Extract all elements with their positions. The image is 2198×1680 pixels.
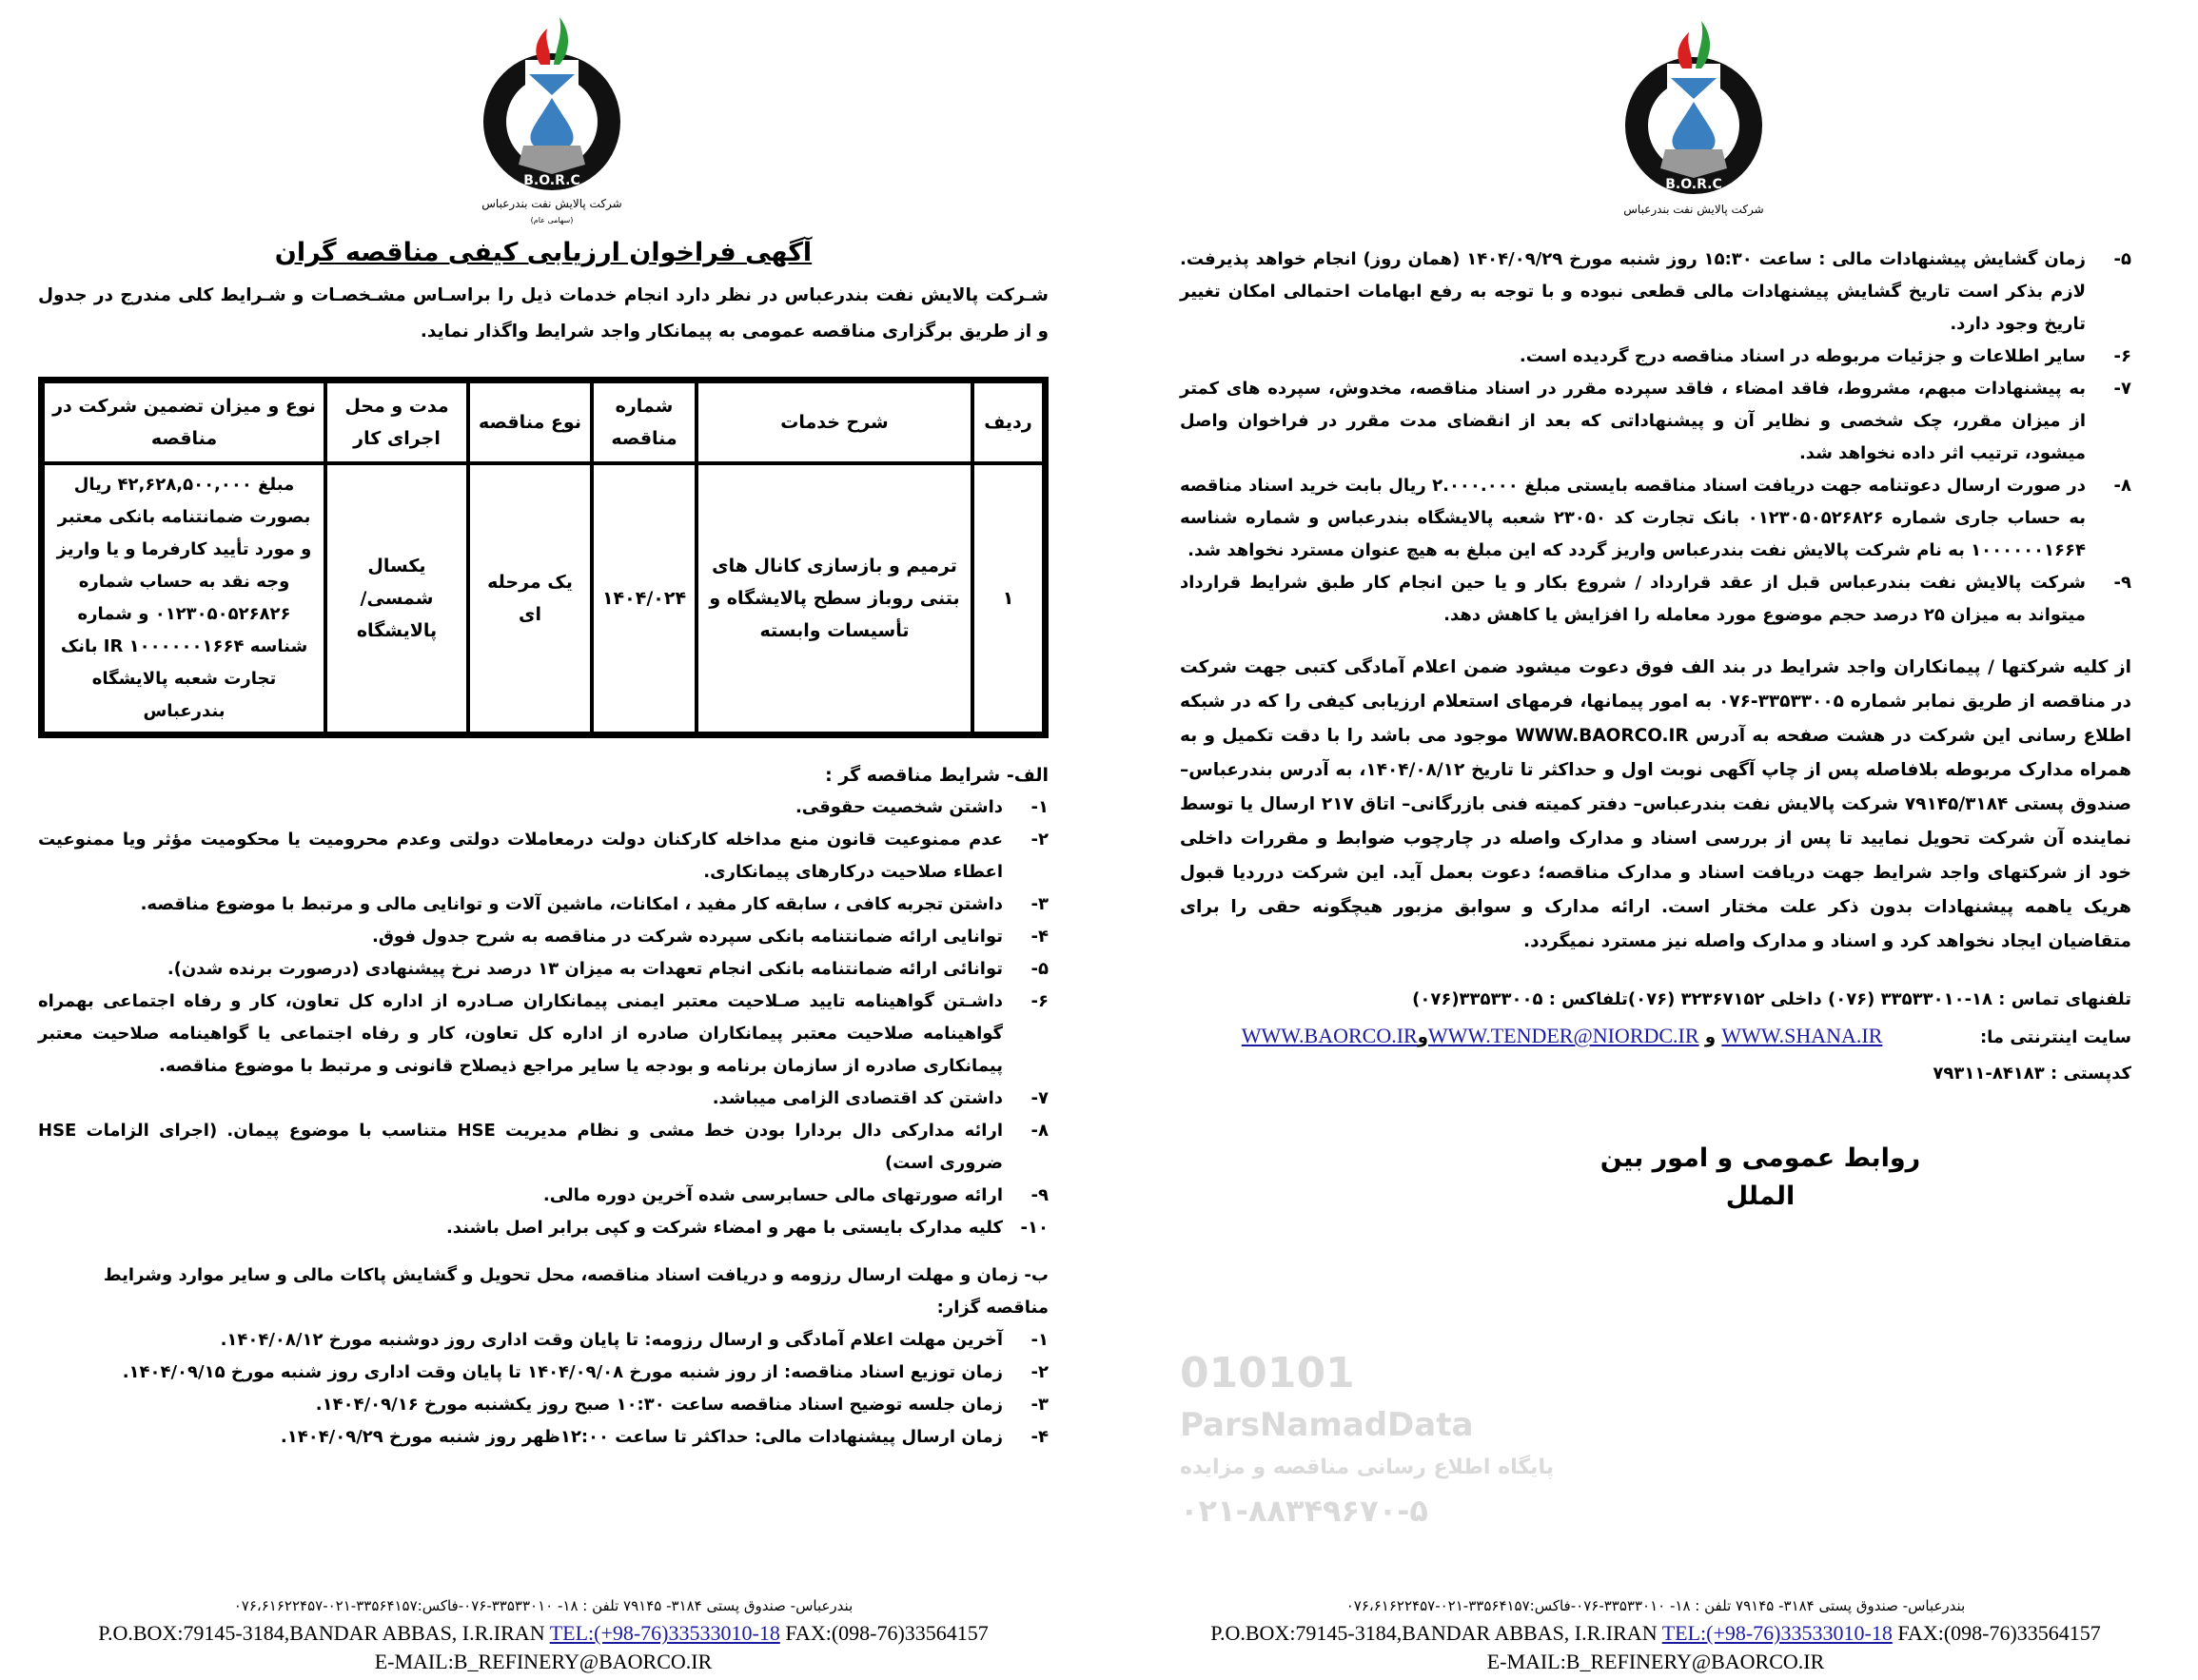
item-number: ۸-: [1030, 1121, 1049, 1141]
item-number: ۸-: [2113, 476, 2131, 496]
contact-sites: [1180, 1018, 2131, 1056]
footer-address-fa: بندرعباس- صندوق پستی ۳۱۸۴- ۷۹۱۴۵ تلفن : ۱۸- ۳۳۵۳۳۰۱۰-۰۷۶-فاکس:۳۳۵۶۴۱۵۷-۰۲۱-۰۷۶،۶۱۶۲۲۴۵۷: [233, 1597, 854, 1614]
table-row: [43, 463, 1044, 733]
item-number: ۳-: [1030, 1395, 1049, 1415]
col-service: شرح خدمات: [697, 381, 972, 463]
item-text: ارائه مدارکی دال بردارا بودن خط مشی و نظام مدیریت HSE متناسب با موضوع پیمان. (اجرای الزامات HSE ضروری است): [38, 1121, 1003, 1173]
site-link-shana[interactable]: WWW.SHANA.IR: [1721, 1024, 1883, 1047]
section-a-list: [38, 791, 1049, 1244]
col-row: ردیف: [972, 381, 1044, 463]
invitation-paragraph: از کلیه شرکتها / پیمانکاران واجد شرایط در بند الف فوق دعوت میشود ضمن اعلام آمادگی کتبی جهت شرکت در مناقصه از طریق نمابر شماره ۳۳۵۳۳۰۰۵-۰۷۶ به امور پیمانها، فرمهای استعلام ارزیابی کیفی را که در شبکه اطلاع رسانی این شرکت در هشت صفحه به آدرس WWW.BAORCO.IR موجود می باشد را با دقت تکمیل و به همراه مدارک مربوطه بلافاصله پس از چاپ آگهی نوبت اول و حداکثر تا تاریخ ۱۴۰۴/۰۸/۱۲، به آدرس بندرعباس–صندوق پستی ۷۹۱۴۵/۳۱۸۴ شرکت پالایش نفت بندرعباس– دفتر کمیته فنی بازرگانی– اتاق ۲۱۷ ارسال یا توسط نماینده آن شرکت تحویل نمایید تا پس از بررسی اسناد و مدارک واصله در چارچوب ضوابط و مقررات داخلی خود از شرکتهای واجد شرایط جهت دریافت اسناد و مدارک مناقصه؛ دعوت بعمل آید. این شرکت درردیا قبول هریک یاهمه پیشنهادات بدون ذکر علت مختار است. ارائه مدارک و سوابق مزبور هیچگونه حقی را برای متقاضیان ایجاد نخواهد کرد و اسناد و مدارک واصله نیز مسترد نمیگردد.: [1180, 657, 2132, 951]
item-text: به پیشنهادات مبهم، مشروط، فاقد امضاء ، فاقد سپرده مقرر در اسناد مناقصه، مخدوش، سپرده های کمتر از میزان مقرر، چک شخصی و نظایر آن و پیشنهاداتی که بعد از انقضای مدت مقرر در فراخوان واصل میشود، ترتیب اثر داده نخواهد شد.: [1180, 379, 2086, 463]
item-text: شرکت پالایش نفت بندرعباس قبل از عقد قرارداد / شروع بکار و یا حین انجام کار طبق شرایط قرارداد میتواند به میزان ۲۵ درصد حجم موضوع مورد معامله را افزایش یا کاهش دهد.: [1180, 573, 2086, 625]
tender-table: [38, 377, 1049, 738]
item-number: ۷-: [1030, 1088, 1049, 1108]
section-a-title: الف- شرایط مناقصه گر :: [825, 765, 1049, 786]
item-text: زمان ارسال پیشنهادات مالی: حداکثر تا ساعت ۱۲:۰۰ظهر روز شنبه مورخ ۱۴۰۴/۰۹/۲۹.: [280, 1427, 1003, 1447]
cell-duration: یکسال شمسی/ پالایشگاه: [325, 463, 468, 733]
list-item: [38, 1180, 1049, 1212]
footer-right: [1107, 1592, 2198, 1680]
watermark-line: پایگاه اطلاع رسانی مناقصه و مزایده: [1180, 1455, 1554, 1479]
col-duration: مدت و محل اجرای کار: [325, 381, 468, 463]
footer-email: E-MAIL:B_REFINERY@BAORCO.IR: [374, 1650, 713, 1673]
list-item: [1180, 244, 2131, 341]
list-item: [57, 1357, 1049, 1389]
item-text: سایر اطلاعات و جزئیات مربوطه در اسناد مناقصه درج گردیده است.: [1519, 346, 2086, 366]
logo-company: شرکت پالایش نفت بندرعباس: [481, 197, 622, 210]
cell-guarantee: مبلغ ۴۲,۶۲۸,۵۰۰,۰۰۰ ریال بصورت ضمانتنامه بانکی معتبر و مورد تأیید کارفرما و یا واریز وجه نقد به حساب شماره ۰۱۲۳۰۵۰۵۲۶۸۲۶ و شماره شناسه IR ۱۰۰۰۰۰۰۱۶۶۴ بانک تجارت شعبه پالایشگاه بندرعباس: [43, 463, 325, 733]
watermark-digits: 010101: [1180, 1349, 1355, 1397]
item-text: زمان توزیع اسناد مناقصه: از روز شنبه مورخ ۱۴۰۴/۰۹/۰۸ تا پایان وقت اداری روز شنبه مورخ ۱۴۰۴/۰۹/۱۵.: [122, 1362, 1003, 1382]
item-text: داشتن کد اقتصادی الزامی میباشد.: [712, 1088, 1003, 1108]
item-number: ۴-: [1030, 927, 1049, 947]
intro-paragraph: شـرکت پالایش نفت بندرعباس در نظر دارد انجام خدمات ذیل را براسـاس مشـخصـات و شـرایط کلی مندرج در جدول و از طریق برگزاری مناقصه عمومی به پیمانکار واجد شرایط واگذار نماید.: [38, 285, 1049, 342]
item-text: آخرین مهلت اعلام آمادگی و ارسال رزومه: تا پایان وقت اداری روز دوشنبه مورخ ۱۴۰۴/۰۸/۱۲.: [220, 1330, 1003, 1350]
item-text: کلیه مدارک بایستی با مهر و امضاء شرکت و کپی برابر اصل باشند.: [445, 1218, 1003, 1238]
item-number: ۹-: [1030, 1185, 1049, 1205]
logo-subtitle: (سهامی عام): [530, 216, 574, 225]
contact-phones: تلفنهای تماس : ۱۸-۳۳۵۳۳۰۱۰ (۰۷۶) داخلی ۳۲۳۶۷۱۵۲ (۰۷۶)تلفاکس : ۳۳۵۳۳۰۰۵(۰۷۶): [1412, 989, 2131, 1009]
item-number: ۱-: [1030, 797, 1049, 817]
company-logo: [457, 8, 647, 226]
col-guarantee: نوع و میزان تضمین شرکت در مناقصه: [43, 381, 325, 463]
list-item: [38, 1083, 1049, 1115]
list-item: [1180, 470, 2131, 567]
cell-number: ۱۴۰۴/۰۲۴: [592, 463, 697, 733]
list-item: [57, 1389, 1049, 1421]
list-item: [38, 1212, 1049, 1244]
item-number: ۶-: [2113, 346, 2131, 366]
item-number: ۹-: [2113, 573, 2131, 593]
item-text: در صورت ارسال دعوتنامه جهت دریافت اسناد مناقصه بایستی مبلغ ۲.۰۰۰.۰۰۰ ریال بابت خرید اسناد مناقصه به حساب جاری شماره ۰۱۲۳۰۵۰۵۲۶۸۲۶ بانک تجارت کد ۲۳۰۵۰ شعبه پالایشگاه بندرعباس و شماره شناسه ۱۰۰۰۰۰۰۱۶۶۴ به نام شرکت پالایش نفت بندرعباس واریز گردد که این مبلغ به هیچ عنوان مسترد نخواهد شد.: [1180, 476, 2086, 560]
footer-left: [0, 1592, 1093, 1680]
item-number: ۱-: [1030, 1330, 1049, 1350]
footer-email: E-MAIL:B_REFINERY@BAORCO.IR: [1486, 1650, 1825, 1673]
sites-label: سایت اینترنتی ما:: [1979, 1027, 2131, 1047]
item-text: توانائی ارائه ضمانتنامه بانکی انجام تعهدات به میزان ۱۳ درصد نرخ پیشنهادی (درصورت برنده شدن).: [167, 959, 1003, 979]
item-number: ۴-: [1030, 1427, 1049, 1447]
list-item: [38, 953, 1049, 986]
list-item: [1180, 373, 2131, 470]
item-number: ۱۰-: [1020, 1218, 1049, 1238]
item-number: ۲-: [1030, 1362, 1049, 1382]
list-item: [57, 1421, 1049, 1454]
cell-service: ترمیم و بازسازی کانال های بتنی روباز سطح پالایشگاه و تأسیسات وابسته: [697, 463, 972, 733]
table-header-row: [43, 381, 1044, 463]
list-item: [38, 921, 1049, 953]
item-text: زمان جلسه توضیح اسناد مناقصه ساعت ۱۰:۳۰ صبح روز یکشنبه مورخ ۱۴۰۴/۰۹/۱۶.: [315, 1395, 1003, 1415]
logo-text: B.O.R.C: [1665, 177, 1722, 192]
item-text: داشتن تجربه کافی ، سابقه کار مفید ، امکانات، ماشین آلات و توانایی مالی و مرتبط با موضوع مناقصه.: [140, 894, 1003, 914]
col-type: نوع مناقصه: [468, 381, 592, 463]
item-text: داشتن شخصیت حقوقی.: [795, 797, 1003, 817]
cell-type: یک مرحله ای: [468, 463, 592, 733]
item-text: عدم ممنوعیت قانون منع مداخله کارکنان دولت درمعاملات دولتی وعدم محرومیت یا محکومیت مؤثر ویا ممنوعیت اعطاء صلاحیت درکارهای پیمانکاری.: [38, 830, 1003, 882]
right-items-list: [1180, 244, 2131, 632]
signature: روابط عمومی و امور بین الملل: [1599, 1143, 1921, 1211]
footer-tel-link[interactable]: TEL:(+98-76)33533010-18: [549, 1621, 780, 1645]
footer-pobox: P.O.BOX:79145-3184,BANDAR ABBAS, I.R.IRAN: [98, 1621, 545, 1645]
borc-logo-icon: [457, 8, 647, 226]
and-text: و: [1704, 1027, 1717, 1047]
watermark-phone: ۰۲۱-۸۸۳۴۹۶۷۰-۵: [1180, 1493, 1428, 1529]
postal-code: کدپستی : ۸۴۱۸۳-۷۹۳۱۱: [1933, 1064, 2131, 1084]
item-number: ۷-: [2113, 379, 2131, 399]
and-text-2: و: [1417, 1027, 1428, 1047]
list-item: [38, 791, 1049, 824]
page-title: آگهی فراخوان ارزیابی کیفی مناقصه گران: [274, 238, 813, 267]
list-item: [1180, 567, 2131, 632]
list-item: [38, 1115, 1049, 1180]
item-number: ۲-: [1030, 830, 1049, 850]
list-item: [38, 824, 1049, 889]
company-logo-right: [1599, 11, 1789, 230]
list-item: [57, 1324, 1049, 1357]
logo-company: شرکت پالایش نفت بندرعباس: [1623, 203, 1764, 216]
item-text: زمان گشایش پیشنهادات مالی : ساعت ۱۵:۳۰ روز شنبه مورخ ۱۴۰۴/۰۹/۲۹ (همان روز) انجام خواهد پذیرفت. لازم بذکر است تاریخ گشایش پیشنهادات مالی قطعی نبوده و با توجه به رفع ابهامات احتمالی امکان تغییر تاریخ وجود دارد.: [1180, 249, 2087, 334]
item-text: داشـتن گواهینامه تایید صـلاحیت معتبر ایمنی پیمانکاران صـادره از اداره کل تعاون، کار و رفاه اجتماعی بهمراه گواهینامه صلاحیت معتبر پیمانکاران صادره از اداره کل تعاون، کار و رفاه اجتماعی یا گواهینامه صلاحیت معتبر پیمانکاری صادره از سازمان برنامه و بودجه یا سایر مراجع ذیصلاح قانونی و مرتبط با موضوع مناقصه.: [38, 991, 1003, 1076]
item-text: توانایی ارائه ضمانتنامه بانکی سپرده شرکت در مناقصه به شرح جدول فوق.: [371, 927, 1003, 947]
item-number: ۳-: [1030, 894, 1049, 914]
cell-row: ۱: [972, 463, 1044, 733]
list-item: [1180, 341, 2131, 373]
item-text: ارائه صورتهای مالی حسابرسی شده آخرین دوره مالی.: [542, 1185, 1003, 1205]
list-item: [38, 889, 1049, 921]
borc-logo-icon: [1599, 11, 1789, 230]
item-number: ۵-: [1030, 959, 1049, 979]
footer-fax: FAX:(098-76)33564157: [1897, 1621, 2101, 1645]
col-number: شماره مناقصه: [592, 381, 697, 463]
item-number: ۶-: [1030, 991, 1049, 1011]
watermark-brand: ParsNamadData: [1180, 1406, 1474, 1444]
section-b-title: ب- زمان و مهلت ارسال رزومه و دریافت اسناد مناقصه، محل تحویل و گشایش پاکات مالی و سایر موارد وشرایط مناقصه گزار:: [103, 1265, 1049, 1318]
site-link-baorco[interactable]: WWW.BAORCO.IR: [1241, 1024, 1418, 1047]
list-item: [38, 986, 1049, 1083]
footer-fax: FAX:(098-76)33564157: [785, 1621, 989, 1645]
section-b-list: [57, 1324, 1049, 1454]
footer-pobox: P.O.BOX:79145-3184,BANDAR ABBAS, I.R.IRAN: [1210, 1621, 1658, 1645]
item-number: ۵-: [2113, 249, 2131, 269]
footer-tel-link[interactable]: TEL:(+98-76)33533010-18: [1661, 1621, 1893, 1645]
site-link-tender[interactable]: WWW.TENDER@NIORDC.IR: [1427, 1024, 1699, 1047]
footer-address-fa: بندرعباس- صندوق پستی ۳۱۸۴- ۷۹۱۴۵ تلفن : ۱۸- ۳۳۵۳۳۰۱۰-۰۷۶-فاکس:۳۳۵۶۴۱۵۷-۰۲۱-۰۷۶،۶۱۶۲۲۴۵۷: [1345, 1597, 1966, 1614]
logo-text: B.O.R.C: [523, 173, 580, 188]
